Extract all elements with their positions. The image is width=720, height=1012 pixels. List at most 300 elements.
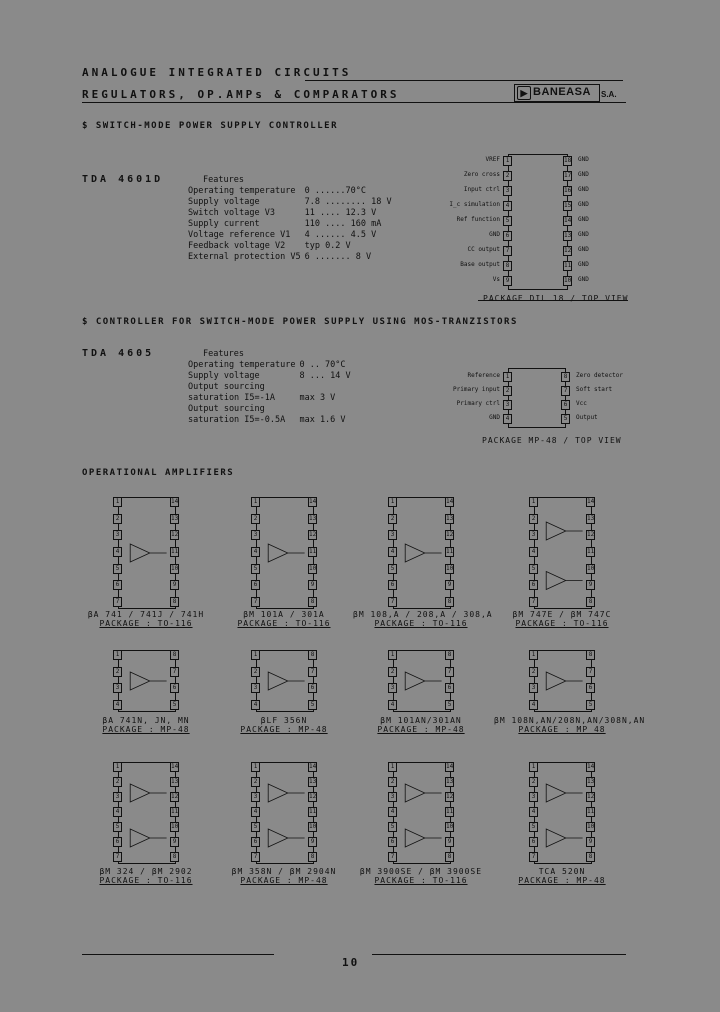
opamp-right-pin: 11 [171, 808, 179, 815]
opamp-package: PACKAGE : MP 48 [518, 725, 606, 734]
opamp-right-pin: 5 [308, 700, 317, 710]
opamp-left-pin: 1 [388, 497, 397, 507]
opamp-right-pin: 11 [309, 808, 317, 815]
opamp-right-pin: 14 [171, 498, 179, 505]
section1-feature-value: 11 .... 12.3 V [304, 208, 377, 218]
opamp-caption [494, 716, 646, 734]
opamp-right-pin: 10 [587, 823, 595, 830]
opamp-left-pin: 5 [388, 822, 397, 832]
opamp-right-pin: 10 [171, 823, 179, 830]
section1-right-pin: 15 [564, 202, 572, 209]
opamp-triangle [546, 572, 582, 590]
opamp-chip [118, 650, 176, 712]
opamp-left-pin: 2 [388, 667, 397, 677]
opamp-left-pin: 1 [529, 650, 538, 660]
opamp-right-pin: 9 [586, 580, 595, 590]
opamp-triangle [268, 672, 304, 690]
opamp-left-pin: 2 [529, 777, 538, 787]
section2-left-pin-label: Primary ctrl [456, 400, 500, 407]
opamp-right-pin: 8 [445, 597, 454, 607]
opamp-label: βM 108N,AN/208N,AN/308N,AN [494, 716, 646, 725]
section2-feature-name: Operating temperature [188, 360, 296, 370]
section1-feature-name: External protection V5 [188, 252, 301, 262]
opamp-package: PACKAGE : TO-116 [374, 876, 468, 885]
section1-feature-name: Supply current [188, 219, 260, 229]
opamp-label: βA 741N, JN, MN [102, 716, 190, 725]
section1-left-pin: 2 [503, 171, 512, 181]
section1-part: TDA 4601D [82, 174, 164, 185]
opamp-left-pin: 4 [529, 547, 538, 557]
opamp-right-pin: 12 [446, 793, 454, 800]
section1-feature-row [188, 208, 396, 219]
section1-feature-row [188, 219, 396, 230]
opamp-right-pin: 11 [446, 548, 454, 555]
opamp-label: βM 3900SE / βM 3900SE [359, 867, 483, 876]
section1-feature-row [188, 230, 396, 241]
opamp-right-pin: 11 [171, 548, 179, 555]
section1-right-pin-label: GND [578, 216, 589, 223]
opamp-left-pin: 7 [529, 597, 538, 607]
opamp-right-pin: 7 [445, 667, 454, 677]
opamp-right-pin: 10 [171, 564, 179, 572]
opamp-left-pin: 7 [251, 597, 260, 607]
opamp-symbol-icon [535, 763, 591, 863]
opamp-triangle [546, 829, 582, 847]
section2-right-pin-label: Vcc [576, 400, 587, 407]
section1-right-pin: 17 [564, 172, 572, 179]
section1-right-pin: 18 [564, 157, 572, 164]
opamp-right-pin: 8 [586, 650, 595, 660]
opamp-caption [216, 867, 352, 885]
opamp-left-pin: 7 [251, 852, 260, 862]
logo-emblem-icon: ▶ [517, 86, 531, 100]
section1-right-pin-label: GND [578, 156, 589, 163]
section2-feature-name: Output sourcing [188, 382, 265, 392]
opamp-left-pin: 3 [251, 683, 260, 693]
section1-left-pin: 5 [503, 216, 512, 226]
opamp-caption [216, 716, 352, 734]
opamp-left-pin: 5 [388, 564, 397, 574]
page-number: 10 [342, 956, 360, 969]
opamp-triangle [405, 544, 441, 562]
opamp-label: βM 101A / 301A [243, 610, 325, 619]
opamp-right-pin: 14 [309, 763, 317, 770]
opamp-left-pin: 3 [529, 530, 538, 540]
section1-title: $ SWITCH-MODE POWER SUPPLY CONTROLLER [82, 121, 338, 131]
opamp-left-pin: 3 [113, 683, 122, 693]
section1-feature-name: Operating temperature [188, 186, 296, 196]
logo-text: BANEASA [533, 86, 591, 98]
section1-right-pin: 13 [564, 232, 572, 239]
section1-feature-value: 110 .... 160 mA [304, 219, 382, 229]
opamp-left-pin: 4 [529, 700, 538, 710]
opamp-symbol-icon [119, 651, 175, 711]
opamp-left-pin: 3 [388, 530, 397, 540]
section1-feature-value: 4 ...... 4.5 V [304, 230, 377, 240]
opamp-left-pin: 3 [251, 792, 260, 802]
footer-rule-left [82, 954, 274, 955]
footer-rule-right [372, 954, 626, 955]
section1-left-pin: 1 [503, 156, 512, 166]
opamp-left-pin: 1 [113, 650, 122, 660]
opamp-right-pin: 12 [587, 531, 595, 539]
section2-part: TDA 4605 [82, 348, 155, 359]
opamp-right-pin: 10 [309, 564, 317, 572]
opamp-right-pin: 10 [587, 564, 595, 572]
opamp-left-pin: 3 [388, 792, 397, 802]
section1-features-table [188, 186, 396, 263]
baneasa-logo [514, 84, 600, 102]
opamp-left-pin: 5 [529, 822, 538, 832]
opamp-right-pin: 6 [445, 683, 454, 693]
section1-right-pin-label: GND [578, 261, 589, 268]
opamp-left-pin: 6 [113, 837, 122, 847]
section1-left-pin-label: Ref function [456, 216, 500, 223]
header-rule [305, 80, 623, 81]
opamp-right-pin: 9 [170, 580, 179, 590]
section1-right-pin-label: GND [578, 276, 589, 283]
opamp-chip [534, 762, 592, 864]
opamp-left-pin: 7 [388, 852, 397, 862]
opamp-left-pin: 5 [529, 564, 538, 574]
opamp-triangle [405, 784, 441, 802]
opamp-left-pin: 6 [251, 837, 260, 847]
section2-left-pin: 3 [503, 400, 512, 410]
opamp-right-pin: 9 [445, 580, 454, 590]
section1-left-pin: 4 [503, 201, 512, 211]
section1-left-pin-label: CC output [467, 246, 500, 253]
section2-left-pin-label: Primary input [453, 386, 500, 393]
opamp-right-pin: 13 [587, 778, 595, 785]
opamp-left-pin: 1 [388, 650, 397, 660]
section1-package: PACKAGE DIL 18 / TOP VIEW [483, 294, 629, 303]
opamp-right-pin: 12 [587, 793, 595, 800]
opamp-triangle [405, 672, 441, 690]
opamp-left-pin: 1 [113, 497, 122, 507]
opamp-left-pin: 2 [388, 777, 397, 787]
section2-feature-name: Supply voltage [188, 371, 260, 381]
opamp-left-pin: 1 [251, 650, 260, 660]
opamp-left-pin: 1 [251, 497, 260, 507]
section1-right-pin-label: GND [578, 246, 589, 253]
section2-feature-value: 0 .. 70°C [299, 360, 346, 370]
section1-left-pin-label: Base output [460, 261, 500, 268]
opamp-left-pin: 6 [388, 580, 397, 590]
opamp-label: βA 741 / 741J / 741H [87, 610, 205, 619]
opamp-right-pin: 13 [446, 514, 454, 522]
opamp-right-pin: 12 [309, 531, 317, 539]
opamp-left-pin: 2 [529, 514, 538, 524]
section2-feature-row [188, 393, 355, 404]
opamp-caption [494, 610, 630, 628]
opamp-left-pin: 7 [113, 597, 122, 607]
opamp-right-pin: 10 [309, 823, 317, 830]
opamp-chip [393, 762, 451, 864]
opamp-left-pin: 6 [251, 580, 260, 590]
opamp-left-pin: 6 [113, 580, 122, 590]
section2-feature-value [299, 404, 354, 415]
opamp-symbol-icon [119, 498, 175, 608]
section1-right-pin-label: GND [578, 231, 589, 238]
opamp-left-pin: 4 [388, 807, 397, 817]
opamp-left-pin: 3 [388, 683, 397, 693]
opamp-right-pin: 6 [586, 683, 595, 693]
opamp-chip [256, 650, 314, 712]
opamp-symbol-icon [394, 763, 450, 863]
opamp-left-pin: 5 [251, 564, 260, 574]
opamp-left-pin: 2 [251, 667, 260, 677]
opamp-triangle [130, 672, 166, 690]
section2-feature-name: saturation I5=-0.5A [188, 415, 286, 425]
opamp-chip [393, 497, 451, 609]
opamp-triangle [546, 522, 582, 540]
opamp-caption [353, 610, 493, 628]
opamp-right-pin: 14 [446, 498, 454, 505]
opamp-left-pin: 3 [529, 792, 538, 802]
opamp-label: βM 108,A / 208,A / 308,A [353, 610, 493, 619]
section2-feature-value: 8 ... 14 V [299, 371, 351, 381]
opamp-package: PACKAGE : MP-48 [240, 876, 328, 885]
section1-left-pin: 8 [503, 261, 512, 271]
opamp-right-pin: 14 [587, 498, 595, 505]
opamp-right-pin: 6 [170, 683, 179, 693]
opamp-right-pin: 8 [445, 852, 454, 862]
opamp-left-pin: 4 [388, 700, 397, 710]
opamp-left-pin: 5 [113, 564, 122, 574]
header-line2: REGULATORS, OP.AMPs & COMPARATORS [82, 88, 400, 101]
opamp-left-pin: 2 [113, 777, 122, 787]
opamp-right-pin: 7 [586, 667, 595, 677]
section1-right-pin-label: GND [578, 201, 589, 208]
section2-right-pin: 6 [561, 400, 570, 410]
section1-right-pin: 10 [564, 277, 572, 284]
opamp-right-pin: 13 [171, 514, 179, 522]
section1-right-pin-label: GND [578, 171, 589, 178]
section1-feature-name: Voltage reference V1 [188, 230, 291, 240]
opamp-right-pin: 13 [171, 778, 179, 785]
opamp-symbol-icon [394, 498, 450, 608]
opamp-right-pin: 14 [587, 763, 595, 770]
section1-left-pin: 9 [503, 276, 512, 286]
opamp-left-pin: 2 [529, 667, 538, 677]
opamp-right-pin: 12 [309, 793, 317, 800]
opamp-label: βM 324 / βM 2902 [99, 867, 193, 876]
opamp-right-pin: 10 [446, 823, 454, 830]
opamp-left-pin: 2 [113, 667, 122, 677]
section2-right-pin: 7 [561, 386, 570, 396]
section2-left-pin-label: Reference [467, 372, 500, 379]
section1-feature-row [188, 197, 396, 208]
opamp-right-pin: 8 [308, 852, 317, 862]
section2-package: PACKAGE MP-48 / TOP VIEW [482, 436, 622, 445]
opamp-left-pin: 2 [251, 777, 260, 787]
opamp-right-pin: 8 [170, 597, 179, 607]
opamp-left-pin: 3 [113, 792, 122, 802]
opamp-right-pin: 8 [445, 650, 454, 660]
section2-feature-name: Output sourcing [188, 404, 265, 414]
section1-feature-row [188, 241, 396, 252]
section2-title: $ CONTROLLER FOR SWITCH-MODE POWER SUPPLY USING MOS-TRANZISTORS [82, 317, 518, 327]
section1-right-pin: 14 [564, 217, 572, 224]
opamp-right-pin: 14 [171, 763, 179, 770]
opamp-chip [256, 762, 314, 864]
opamp-right-pin: 6 [308, 683, 317, 693]
opamp-package: PACKAGE : TO-116 [237, 619, 331, 628]
opamp-label: βM 101AN/301AN [380, 716, 462, 725]
opamp-symbol-icon [119, 763, 175, 863]
section1-left-pin: 6 [503, 231, 512, 241]
opamp-caption [78, 716, 214, 734]
opamp-triangle [546, 672, 582, 690]
opamp-left-pin: 2 [251, 514, 260, 524]
section1-feature-row [188, 186, 396, 197]
opamp-left-pin: 7 [388, 597, 397, 607]
section1-left-pin: 7 [503, 246, 512, 256]
section2-feature-row [188, 404, 355, 415]
opamp-right-pin: 9 [308, 837, 317, 847]
section2-features-label: Features [203, 349, 244, 359]
opamp-triangle [268, 829, 304, 847]
section1-left-pin-label: VREF [485, 156, 500, 163]
opamp-left-pin: 4 [113, 807, 122, 817]
opamp-package: PACKAGE : MP-48 [377, 725, 465, 734]
opamp-right-pin: 14 [446, 763, 454, 770]
section1-left-pin-label: Vs [492, 276, 500, 283]
opamp-symbol-icon [257, 651, 313, 711]
opamp-left-pin: 1 [251, 762, 260, 772]
section1-chip [508, 154, 568, 290]
opamp-right-pin: 8 [586, 852, 595, 862]
section2-feature-row [188, 360, 355, 371]
opamp-left-pin: 4 [388, 547, 397, 557]
header-rule-bottom [82, 102, 626, 103]
section1-left-pin-label: Zero cross [463, 171, 500, 178]
section1-right-pin-label: GND [578, 186, 589, 193]
opamp-left-pin: 2 [388, 514, 397, 524]
section1-feature-name: Supply voltage [188, 197, 260, 207]
opamp-triangle [546, 784, 582, 802]
section1-right-pin: 11 [564, 262, 572, 269]
opamp-triangle [130, 829, 166, 847]
opamp-left-pin: 3 [251, 530, 260, 540]
opamp-symbol-icon [257, 763, 313, 863]
section2-left-pin: 2 [503, 386, 512, 396]
opamp-right-pin: 13 [587, 514, 595, 522]
opamp-label: βLF 356N [260, 716, 308, 725]
section1-left-pin-label: I_c simulation [449, 201, 500, 208]
section1-feature-name: Feedback voltage V2 [188, 241, 286, 251]
opamp-right-pin: 5 [445, 700, 454, 710]
section2-feature-row [188, 415, 355, 426]
opamp-left-pin: 6 [529, 837, 538, 847]
opamp-right-pin: 10 [446, 564, 454, 572]
opamp-left-pin: 4 [251, 807, 260, 817]
opamp-left-pin: 1 [529, 762, 538, 772]
opamp-right-pin: 12 [171, 531, 179, 539]
section3-title: OPERATIONAL AMPLIFIERS [82, 468, 235, 478]
section1-feature-value: typ 0.2 V [304, 241, 351, 251]
opamp-right-pin: 11 [446, 808, 454, 815]
opamp-symbol-icon [535, 651, 591, 711]
section2-feature-name: saturation I5=-1A [188, 393, 275, 403]
section2-feature-row [188, 382, 355, 393]
opamp-label: TCA 520N [538, 867, 586, 876]
opamp-chip [534, 650, 592, 712]
opamp-left-pin: 6 [529, 580, 538, 590]
opamp-left-pin: 4 [113, 700, 122, 710]
section1-left-pin: 3 [503, 186, 512, 196]
opamp-chip [256, 497, 314, 609]
opamp-symbol-icon [394, 651, 450, 711]
opamp-right-pin: 7 [170, 667, 179, 677]
section1-right-pin: 16 [564, 187, 572, 194]
opamp-right-pin: 12 [171, 793, 179, 800]
opamp-left-pin: 5 [251, 822, 260, 832]
opamp-left-pin: 3 [529, 683, 538, 693]
opamp-label: βM 358N / βM 2904N [231, 867, 337, 876]
opamp-right-pin: 7 [308, 667, 317, 677]
section2-chip [508, 368, 566, 428]
opamp-right-pin: 13 [309, 514, 317, 522]
opamp-left-pin: 1 [529, 497, 538, 507]
section2-left-pin-label: GND [489, 414, 500, 421]
opamp-right-pin: 9 [170, 837, 179, 847]
opamp-right-pin: 11 [309, 548, 317, 555]
opamp-right-pin: 5 [170, 700, 179, 710]
opamp-right-pin: 8 [308, 597, 317, 607]
opamp-caption [353, 867, 489, 885]
section1-feature-name: Switch voltage V3 [188, 208, 275, 218]
opamp-left-pin: 7 [529, 852, 538, 862]
opamp-left-pin: 4 [251, 547, 260, 557]
section1-feature-value: 0 ......70°C [304, 186, 367, 196]
opamp-chip [118, 762, 176, 864]
opamp-right-pin: 11 [587, 548, 595, 555]
opamp-right-pin: 13 [309, 778, 317, 785]
opamp-right-pin: 9 [308, 580, 317, 590]
opamp-right-pin: 12 [446, 531, 454, 539]
opamp-triangle [268, 784, 304, 802]
section2-features-table [188, 360, 355, 426]
opamp-left-pin: 3 [113, 530, 122, 540]
opamp-right-pin: 13 [446, 778, 454, 785]
section1-left-pin-label: GND [489, 231, 500, 238]
section2-right-pin-label: Soft start [576, 386, 613, 393]
opamp-caption [216, 610, 352, 628]
opamp-package: PACKAGE : MP-48 [240, 725, 328, 734]
opamp-left-pin: 7 [113, 852, 122, 862]
opamp-caption [353, 716, 489, 734]
opamp-package: PACKAGE : TO-116 [99, 876, 193, 885]
opamp-package: PACKAGE : TO-116 [99, 619, 193, 628]
section2-right-pin: 5 [561, 414, 570, 424]
opamp-right-pin: 5 [586, 700, 595, 710]
opamp-left-pin: 1 [113, 762, 122, 772]
section2-right-pin-label: Zero detector [576, 372, 623, 379]
section2-feature-value: max 1.6 V [299, 415, 346, 425]
opamp-label: βM 747E / βM 747C [512, 610, 612, 619]
section2-left-pin: 4 [503, 414, 512, 424]
section1-feature-row [188, 252, 396, 263]
logo-suffix: S.A. [601, 90, 617, 99]
opamp-left-pin: 5 [113, 822, 122, 832]
section1-feature-value: 6 ....... 8 V [304, 252, 372, 262]
opamp-package: PACKAGE : TO-116 [374, 619, 468, 628]
header-line1: ANALOGUE INTEGRATED CIRCUITS [82, 66, 352, 79]
opamp-triangle [130, 784, 166, 802]
opamp-triangle [268, 544, 304, 562]
opamp-left-pin: 2 [113, 514, 122, 524]
